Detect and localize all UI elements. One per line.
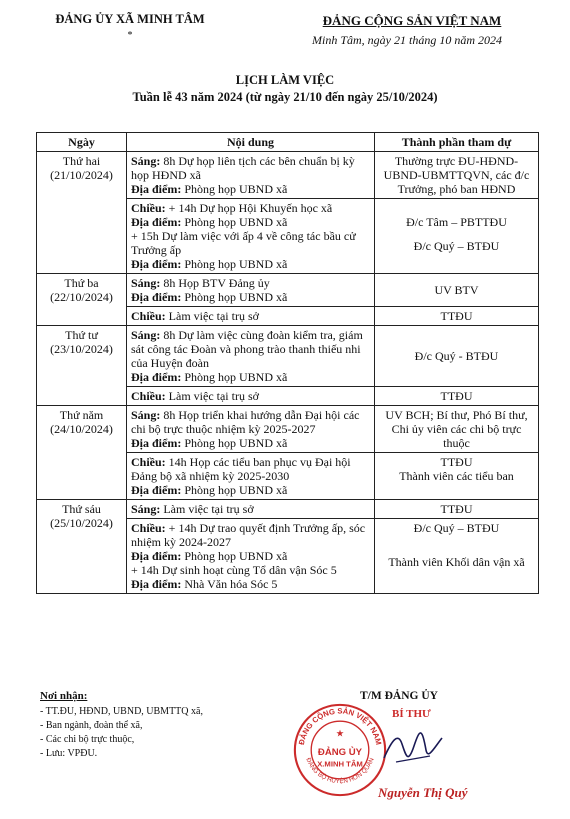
- attendees-cell: Đ/c Quý - BTĐU: [375, 326, 539, 387]
- table-row: [37, 406, 539, 453]
- content-cell: [127, 387, 375, 406]
- signer-name: Nguyễn Thị Quý: [378, 785, 468, 800]
- party-name-heading: ĐẢNG CỘNG SẢN VIỆT NAM: [322, 13, 502, 28]
- day-cell-wednesday: [37, 326, 127, 406]
- location-label: Địa điểm:: [131, 549, 182, 563]
- location-label: Địa điểm:: [131, 257, 182, 271]
- recipient-item: - TT.ĐU, HĐND, UBND, UBMTTQ xã,: [40, 706, 203, 717]
- recipient-item: - Lưu: VPĐU.: [40, 748, 98, 759]
- location-text: Phòng họp UBND xã: [181, 215, 288, 229]
- content-cell: [127, 326, 375, 387]
- content-cell: [127, 199, 375, 274]
- day-date: (23/10/2024): [50, 342, 113, 356]
- afternoon-label: Chiều:: [131, 521, 166, 535]
- location-label: Địa điểm:: [131, 436, 182, 450]
- attendees-cell: TTĐU: [375, 307, 539, 326]
- table-row: [37, 326, 539, 387]
- official-seal-stamp: [292, 702, 388, 798]
- day-name: Thứ sáu: [62, 502, 101, 516]
- day-name: Thứ hai: [62, 154, 101, 168]
- day-date: (25/10/2024): [50, 516, 113, 530]
- activity-text: Làm việc tại trụ sở: [160, 502, 254, 516]
- location-label: Địa điểm:: [131, 290, 182, 304]
- content-cell: [127, 307, 375, 326]
- location-text: Phòng họp UBND xã: [181, 483, 288, 497]
- attendee-text: TTĐU: [440, 455, 473, 469]
- stamp-line-1: ĐẢNG ỦY: [317, 746, 363, 758]
- location-text: Phòng họp UBND xã: [181, 549, 288, 563]
- signature-title: T/M ĐẢNG ỦY: [360, 690, 438, 702]
- content-cell: [127, 453, 375, 500]
- header-content: Nội dung: [127, 133, 375, 152]
- morning-label: Sáng:: [131, 276, 161, 290]
- header-attendees: Thành phần tham dự: [375, 133, 539, 152]
- location-text: Phòng họp UBND xã: [181, 290, 288, 304]
- table-header-row: [37, 133, 539, 152]
- morning-label: Sáng:: [131, 328, 161, 342]
- recipient-item: - Ban ngành, đoàn thể xã,: [40, 720, 143, 731]
- afternoon-label: Chiều:: [131, 455, 166, 469]
- location-label: Địa điểm:: [131, 577, 182, 591]
- content-cell: [127, 500, 375, 519]
- day-name: Thứ năm: [59, 408, 104, 422]
- content-cell: [127, 519, 375, 594]
- day-name: Thứ ba: [64, 276, 99, 290]
- table-row: [37, 152, 539, 199]
- party-committee-name: ĐẢNG ỦY XÃ MINH TÂM: [55, 12, 205, 26]
- header-star: *: [127, 30, 133, 41]
- day-date: (22/10/2024): [50, 290, 113, 304]
- location-text: Phòng họp UBND xã: [181, 436, 288, 450]
- svg-text:ĐẢNG CỘNG SẢN VIỆT NAM: [297, 707, 383, 746]
- stamp-star-icon: ★: [335, 728, 345, 740]
- location-label: Địa điểm:: [131, 483, 182, 497]
- activity-text: 8h Họp triển khai hướng dẫn Đại hội các chi bộ trực thuộc nhiệm kỳ 2025-2027: [131, 408, 360, 436]
- attendee-text: Đ/c Quý – BTĐU: [413, 239, 500, 253]
- schedule-table: [36, 132, 539, 594]
- day-date: (24/10/2024): [50, 422, 113, 436]
- location-text: Phòng họp UBND xã: [181, 182, 288, 196]
- attendee-text: Đ/c Tâm – PBTTĐU: [406, 215, 507, 229]
- place-date: Minh Tâm, ngày 21 tháng 10 năm 2024: [312, 33, 502, 47]
- table-row: [37, 274, 539, 307]
- location-text: Nhà Văn hóa Sóc 5: [181, 577, 278, 591]
- attendee-text: Thành viên Khối dân vận xã: [388, 555, 525, 569]
- day-cell-tuesday: [37, 274, 127, 326]
- location-label: Địa điểm:: [131, 215, 182, 229]
- location-label: Địa điểm:: [131, 370, 182, 384]
- day-cell-thursday: [37, 406, 127, 500]
- morning-label: Sáng:: [131, 154, 161, 168]
- day-name: Thứ tư: [65, 328, 98, 342]
- attendees-cell: UV BTV: [375, 274, 539, 307]
- day-cell-monday: [37, 152, 127, 274]
- header-day: Ngày: [37, 133, 127, 152]
- location-label: Địa điểm:: [131, 182, 182, 196]
- morning-label: Sáng:: [131, 502, 161, 516]
- attendees-cell: TTĐU: [375, 387, 539, 406]
- stamp-outer-text: ĐẢNG CỘNG SẢN VIỆT NAM: [296, 706, 384, 746]
- activity-text: 14h Họp các tiểu ban phục vụ Đại hội Đảng bộ xã nhiệm kỳ 2025-2030: [131, 455, 351, 483]
- content-cell: [127, 406, 375, 453]
- activity-text: + 15h Dự làm việc với ấp 4 về công tác bầu cử Trưởng ấp: [131, 229, 356, 257]
- activity-text: 8h Dự họp liên tịch các bên chuẩn bị kỳ họp HĐND xã: [131, 154, 355, 182]
- content-cell: [127, 274, 375, 307]
- day-date: (21/10/2024): [50, 168, 113, 182]
- attendee-text: Thành viên các tiểu ban: [399, 469, 514, 483]
- location-text: Phòng họp UBND xã: [181, 257, 288, 271]
- activity-text: 8h Dự làm việc cùng đoàn kiểm tra, giám sát công tác Đoàn và phong trào thanh thiếu nhi của Huyện đoàn: [131, 328, 363, 370]
- attendees-cell: Thường trực ĐU-HĐND-UBND-UBMTTQVN, các đ/c Trưởng, phó ban HĐND: [375, 152, 539, 199]
- afternoon-label: Chiều:: [131, 201, 166, 215]
- recipient-item: - Các chi bộ trực thuộc,: [40, 734, 135, 745]
- morning-label: Sáng:: [131, 408, 161, 422]
- activity-text: Làm việc tại trụ sở: [165, 389, 259, 403]
- attendee-text: Đ/c Quý – BTĐU: [413, 521, 500, 535]
- afternoon-label: Chiều:: [131, 389, 166, 403]
- activity-text: + 14h Dự trao quyết định Trưởng ấp, sóc nhiệm kỳ 2024-2027: [131, 521, 366, 549]
- attendees-cell: UV BCH; Bí thư, Phó Bí thư, Chi ủy viên các chi bộ trực thuộc: [375, 406, 539, 453]
- stamp-line-2: X.MINH TÂM: [317, 759, 363, 769]
- location-text: Phòng họp UBND xã: [181, 370, 288, 384]
- activity-text: Làm việc tại trụ sở: [165, 309, 259, 323]
- document-title: LỊCH LÀM VIỆC: [235, 73, 335, 87]
- attendees-cell: [375, 453, 539, 500]
- attendees-cell: [375, 519, 539, 594]
- table-row: [37, 500, 539, 519]
- stamp-bottom-text: ĐẢNG BỘ HUYỆN HỚN QUẢN: [304, 756, 376, 786]
- signature-position: BÍ THƯ: [392, 708, 431, 720]
- activity-text: + 14h Dự sinh hoạt cùng Tổ dân vận Sóc 5: [131, 563, 337, 577]
- attendees-cell: [375, 199, 539, 274]
- day-cell-friday: [37, 500, 127, 594]
- content-cell: [127, 152, 375, 199]
- afternoon-label: Chiều:: [131, 309, 166, 323]
- handwritten-signature: [378, 720, 448, 770]
- recipients-title: Nơi nhận:: [40, 690, 88, 702]
- attendees-cell: TTĐU: [375, 500, 539, 519]
- activity-text: 8h Họp BTV Đảng ủy: [160, 276, 270, 290]
- activity-text: + 14h Dự họp Hội Khuyến học xã: [165, 201, 333, 215]
- document-subtitle: Tuần lễ 43 năm 2024 (từ ngày 21/10 đến ngày 25/10/2024): [132, 90, 438, 104]
